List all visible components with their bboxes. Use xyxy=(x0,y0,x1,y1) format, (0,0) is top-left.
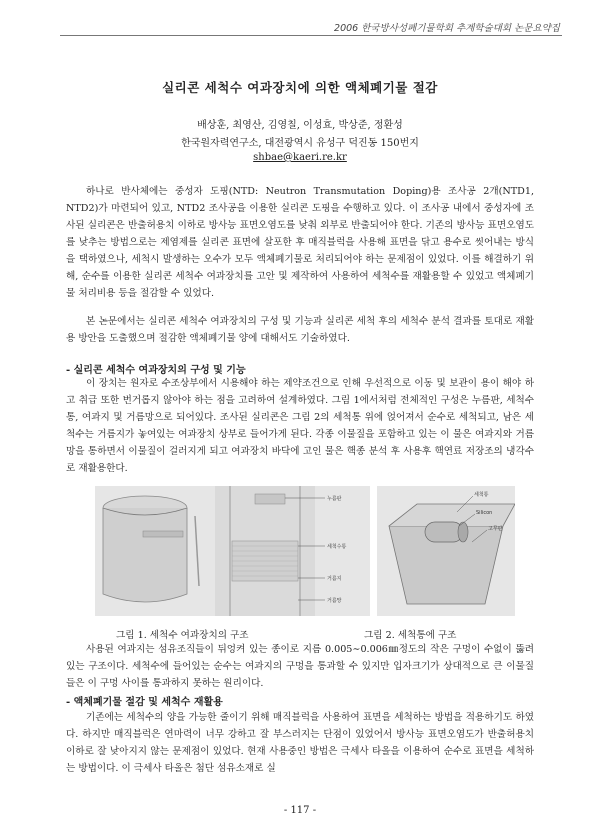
figure-1-image xyxy=(95,486,370,616)
section-heading-structure: - 실리콘 세척수 여과장치의 구성 및 기능 xyxy=(66,365,246,376)
fig2-label-rubber: 고무판 xyxy=(488,526,503,532)
figure-2-image xyxy=(377,486,515,616)
author-email[interactable]: shbae@kaeri.re.kr xyxy=(253,152,347,163)
fig1-label-presser: 누름판 xyxy=(327,496,342,502)
figure-2-caption: 그림 2. 세척통에 구조 xyxy=(364,630,457,641)
paragraph-filter-paper: 사용된 여과지는 섬유조직들이 뒤엉켜 있는 종이로 지름 0.005∼0.006㎜정도의 작은 구멍이 수없이 뚫려있는 구조이다. 세척수에 들어있는 순수는 여과지의 구멍을 통과할 수 있지만 입자크기가 상대적으로 큰 이물질들은 이 구멍 사이를 통과하지 못하는 원리이다. xyxy=(66,644,534,689)
fig2-label-basin: 세척통 xyxy=(474,492,489,498)
section-heading-reduction: - 액체폐기물 절감 및 세척수 재활용 xyxy=(66,697,223,708)
figure-block xyxy=(95,486,515,621)
header-rule xyxy=(60,35,562,36)
running-header: 2006 한국방사성폐기물학회 추계학술대회 논문요약집 xyxy=(334,23,560,34)
fig1-label-tank: 세척수통 xyxy=(327,544,347,550)
paragraph-structure: 이 장치는 원자로 수조상부에서 시용해야 하는 제약조건으로 인해 우선적으로 이동 및 보관이 용이 해야 하고 취급 또한 번거롭지 않아야 하는 점을 고려하여 설계하였다. 그림 1에서처럼 전체적인 구성은 누름판, 세척수통, 여과지 및 거름망으로 되어있다. 조사된 실리콘은 그림 2의 세척통 위에 얹어져서 순수로 세척되고, 남은 세척수는 거름지가 놓여있는 여과장치 상부로 들어가게 된다. 각종 이물질을 포함하고 있는 이 물은 여과지와 거름망을 통하면서 이물질이 걸러지게 되고 여과장치 바닥에 고인 물은 핵종 분석 후 사용후 핵연료 저장조의 냉각수로 재활용한다. xyxy=(66,378,534,474)
fig1-label-filter-paper: 거름지 xyxy=(327,576,342,582)
page-number: - 117 - xyxy=(283,805,317,816)
paper-title: 실리콘 세척수 여과장치에 의한 액체폐기물 절감 xyxy=(162,80,438,95)
paragraph-intro: 하나로 반사체에는 중성자 도핑(NTD: Neutron Transmutation Doping)용 조사공 2개(NTD1, NTD2)가 마련되어 있고, NTD2 조사공을 이용한 실리콘 도핑을 수행하고 있다. 이 조사공 내에서 중성자에 조사된 실리콘은 반출허용치 이하로 방사능 표면오염도를 낮춰 외부로 반출되어야 한다. 기존의 방사능 표면오염도를 낮추는 방법으로는 제염제를 실리콘 표면에 살포한 후 매직블럭을 사용해 표면을 닦고 용수로 씻어내는 방식을 택하였으나, 세척시 발생하는 오수가 모두 액체폐기물로 처리되어야 하는 문제점이 있었다. 이를 해결하기 위해, 순수를 이용한 실리콘 세척수 여과장치를 고안 및 제작하여 사용하여 세척수를 재활용할 수 있었고 액체폐기물 처리비용 등을 절감할 수 있었다. xyxy=(66,186,534,299)
figure-1-caption: 그림 1. 세척수 여과장치의 구조 xyxy=(116,630,249,641)
fig1-label-mesh: 거름망 xyxy=(327,598,342,604)
fig2-label-silicon: Silicon xyxy=(476,510,493,516)
author-list: 배상훈, 최영산, 김영칠, 이성효, 박상준, 정환성 xyxy=(197,120,403,131)
affiliation: 한국원자력연구소, 대전광역시 유성구 덕진동 150번지 xyxy=(181,138,419,149)
paragraph-reduction: 기존에는 세척수의 양을 가능한 줄이기 위해 매직블럭을 사용하여 표면을 세척하는 방법을 적용하기도 하였다. 하지만 매직블럭은 연마력이 너무 강하고 잘 부스러지는 단점이 있었어서 방사능 표면오염도가 반출허용치 이하로 잘 낮아지지 않는 문제점이 있었다. 현재 사용중인 방법은 극세사 타올을 이용하여 순수로 표면을 세척하는 방법이다. 이 극세사 타올은 첨단 섬유소재로 실 xyxy=(66,712,534,774)
paragraph-scope: 본 논문에서는 실리콘 세척수 여과장치의 구성 및 기능과 실리콘 세척 후의 세척수 분석 결과를 토대로 재활용 방안을 도출했으며 절감한 액체폐기물 양에 대해서도 기술하였다. xyxy=(66,316,534,344)
